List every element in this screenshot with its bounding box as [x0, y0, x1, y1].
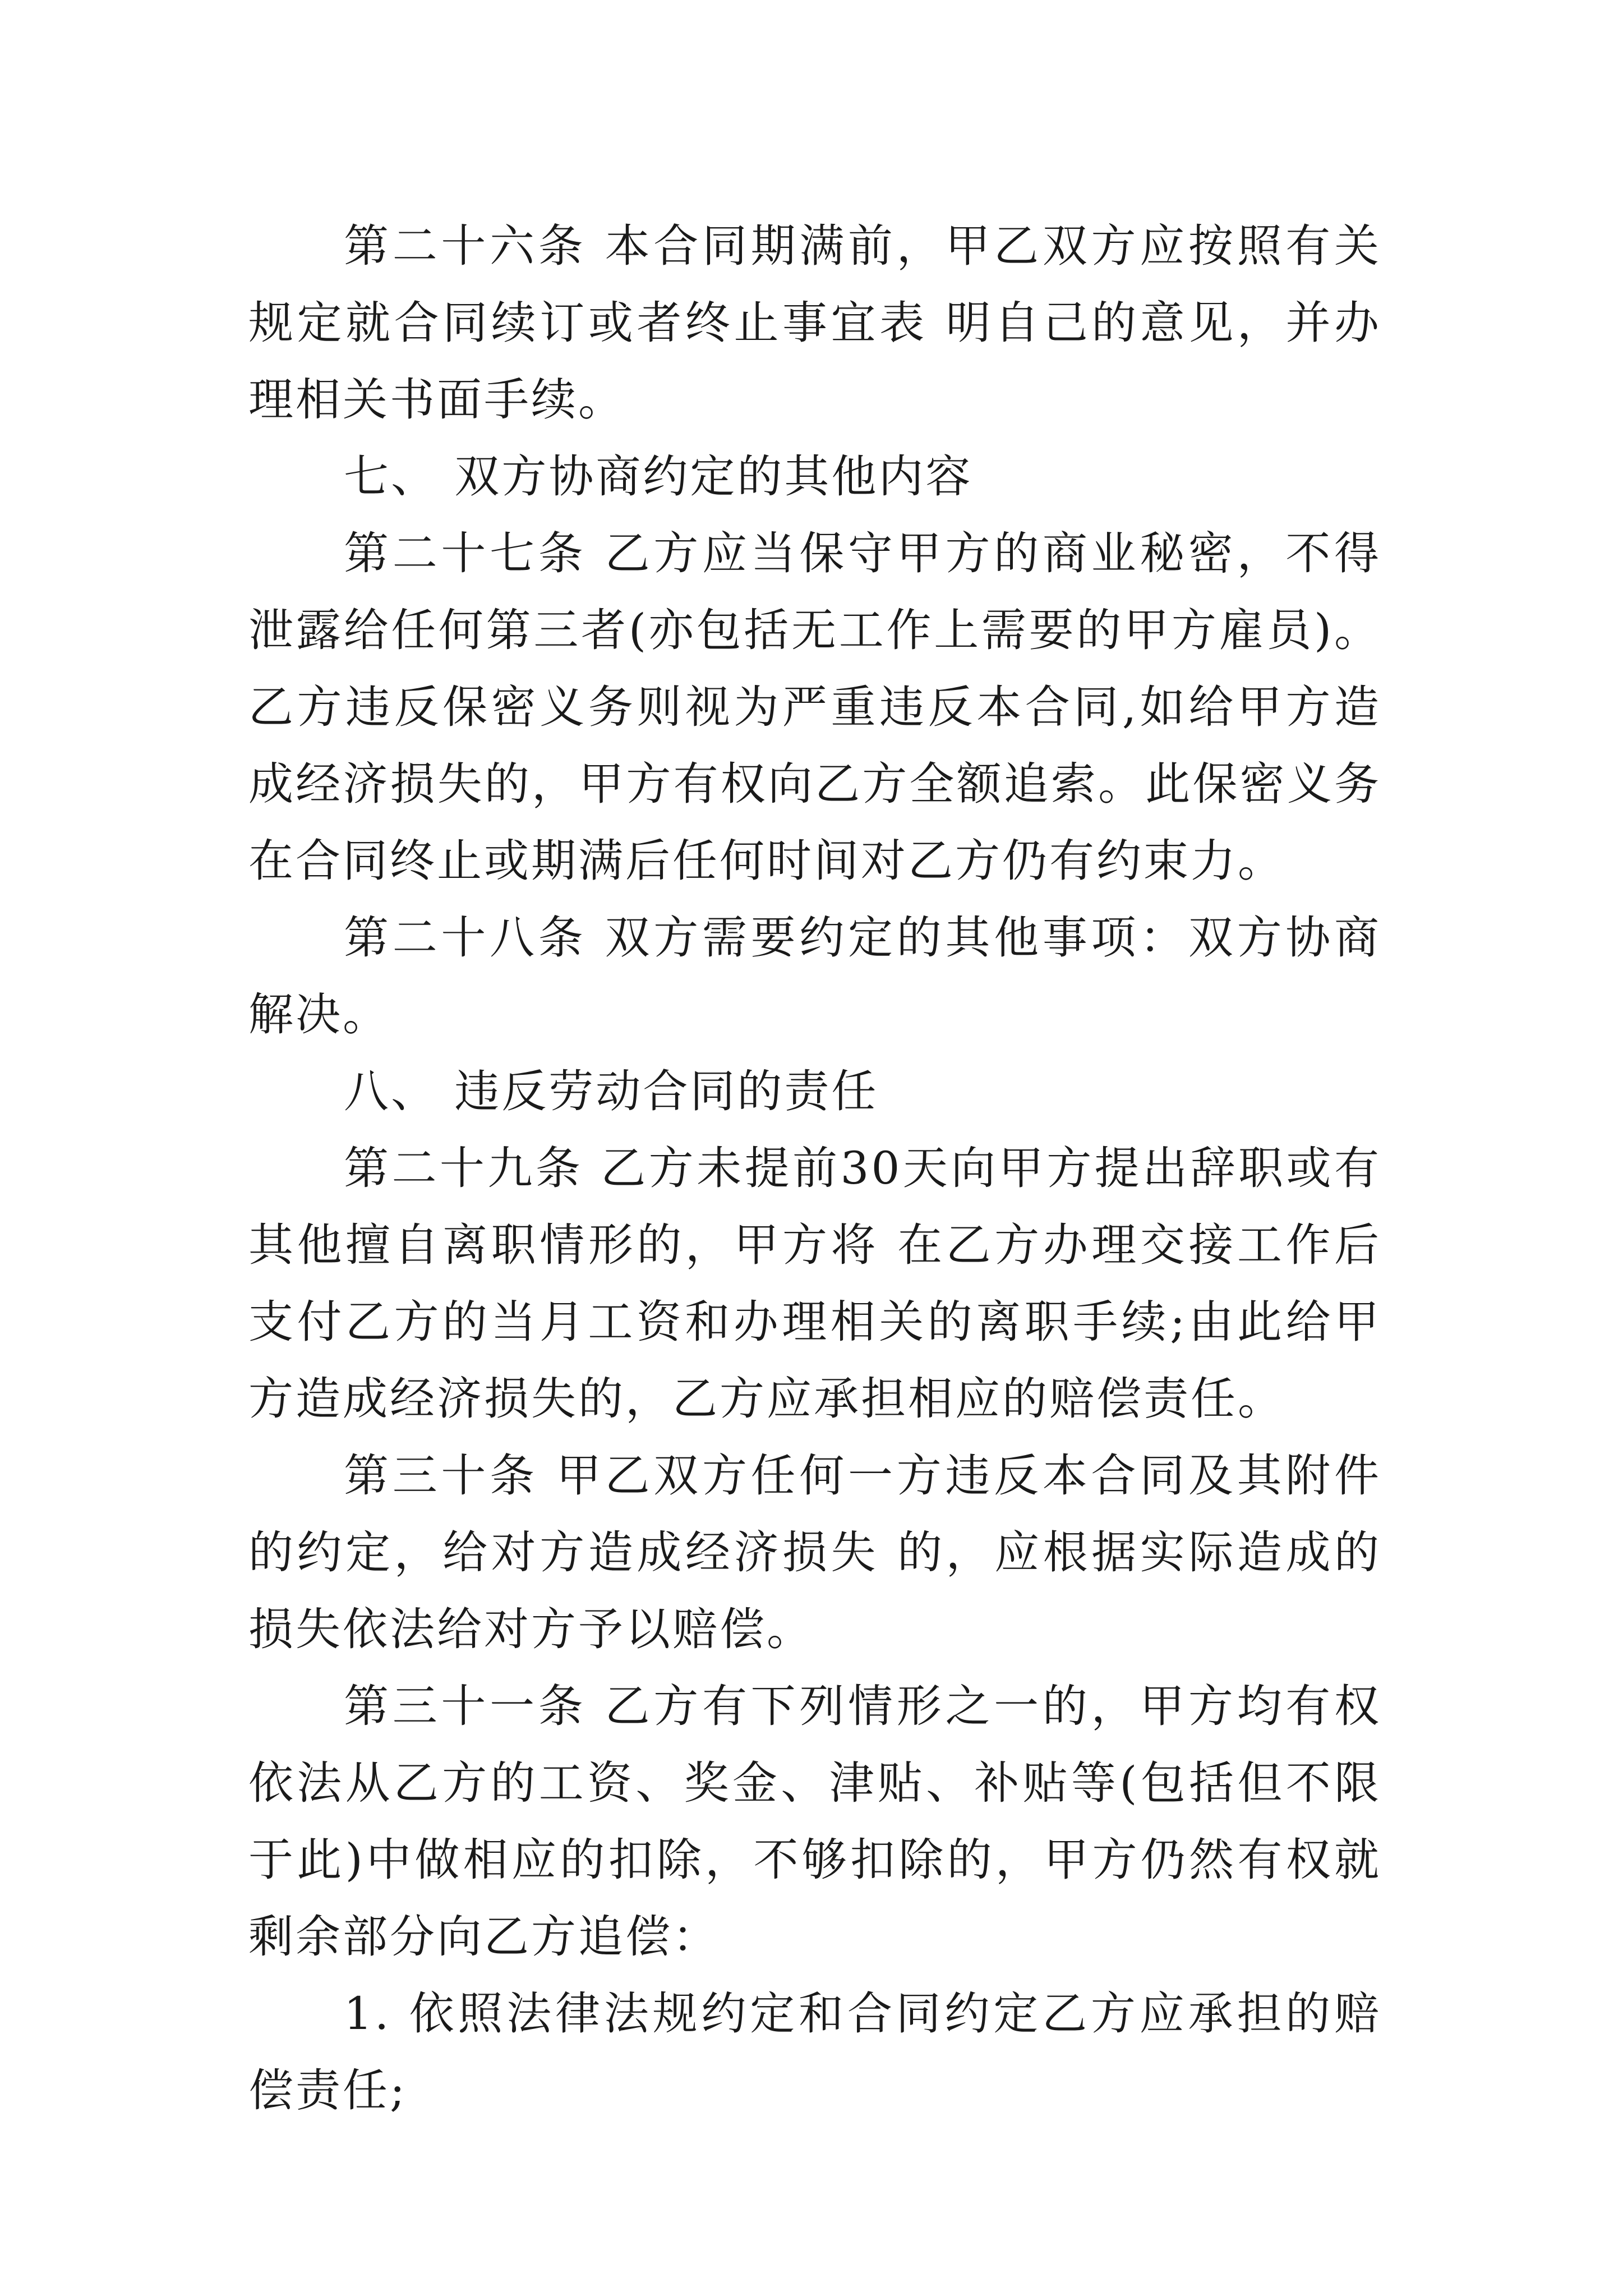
clause-31: 第三十一条 乙方有下列情形之一的，甲方均有权依法从乙方的工资、奖金、津贴、补贴等(包括但不限于此)中做相应的扣除，不够扣除的，甲方仍然有权就剩余部分向乙方追偿： [248, 1680, 1381, 1963]
document-body [248, 208, 1381, 2129]
clause-31-item-1: 1. 依照法律法规约定和合同约定乙方应承担的赔偿责任; [248, 1987, 1381, 2116]
section-heading-7: 七、 双方协商约定的其他内容 [344, 450, 973, 503]
clause-26: 第二十六条 本合同期满前，甲乙双方应按照有关规定就合同续订或者终止事宜表 明自己的意见，并办理相关书面手续。 [248, 220, 1381, 426]
section-heading-8: 八、 违反劳动合同的责任 [344, 1065, 879, 1117]
clause-28: 第二十八条 双方需要约定的其他事项：双方协商解决。 [248, 912, 1381, 1041]
clause-29: 第二十九条 乙方未提前30天向甲方提出辞职或有其他擅自离职情形的，甲方将 在乙方办理交接工作后支付乙方的当月工资和办理相关的离职手续;由此给甲方造成经济损失的，乙方应承担相应的赔偿责任。 [248, 1142, 1381, 1425]
clause-30: 第三十条 甲乙双方任何一方违反本合同及其附件的约定，给对方造成经济损失 的，应根据实际造成的损失依法给对方予以赔偿。 [248, 1450, 1381, 1655]
clause-27: 第二十七条 乙方应当保守甲方的商业秘密，不得泄露给任何第三者(亦包括无工作上需要的甲方雇员)。乙方违反保密义务则视为严重违反本合同,如给甲方造成经济损失的，甲方有权向乙方全额追索。此保密义务在合同终止或期满后任何时间对乙方仍有约束力。 [248, 527, 1381, 887]
